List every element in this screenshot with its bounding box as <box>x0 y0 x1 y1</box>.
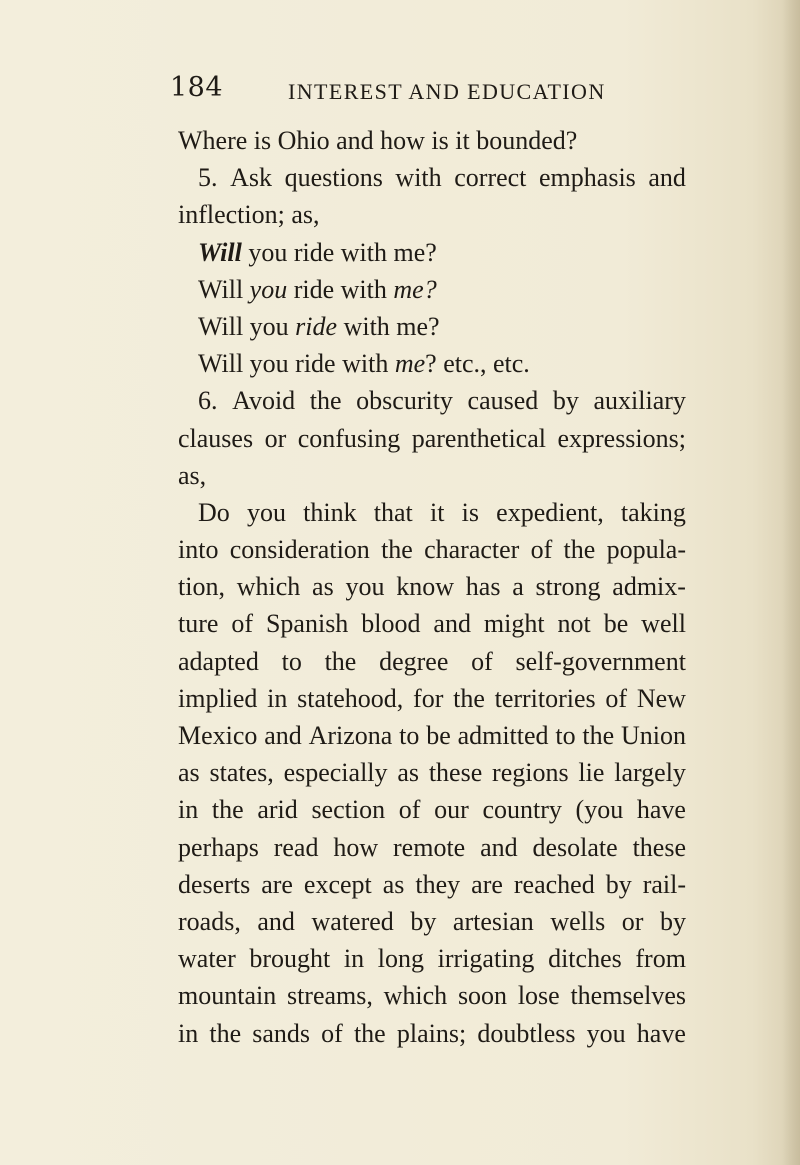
text-line: roads, and watered by artesian wells or by <box>178 906 686 936</box>
text-line: Where is Ohio and how is it bounded? <box>178 126 578 155</box>
text-line: in the arid section of our country (you have <box>178 795 686 825</box>
text-line: mountain streams, which soon lose themselves <box>178 981 686 1011</box>
text-line: Will you ride with me? <box>198 274 437 304</box>
text-line: Will you ride with me? <box>198 237 437 267</box>
text-line: in the sands of the plains; doubtless you have <box>178 1018 686 1048</box>
text-line: inflection; as, <box>178 200 320 230</box>
text-line: as, <box>178 460 207 490</box>
text-line: Will you ride with me? etc., etc. <box>198 349 530 379</box>
page-header <box>170 72 690 108</box>
text-line: perhaps read how remote and desolate these <box>178 832 686 862</box>
text-line: 5. Ask questions with correct emphasis and <box>198 163 686 193</box>
text-line: ture of Spanish blood and might not be well <box>178 609 686 639</box>
text-line: into consideration the character of the popula- <box>178 535 686 565</box>
page-edge-shadow <box>782 0 800 1165</box>
text-line: water brought in long irrigating ditches from <box>178 944 686 974</box>
text-line: deserts are except as they are reached by rail- <box>178 869 686 899</box>
text-line: adapted to the degree of self-government <box>178 646 686 676</box>
text-line: tion, which as you know has a strong admix- <box>178 572 686 602</box>
text-line: as states, especially as these regions lie largely <box>178 758 686 788</box>
page-number: 184 <box>170 72 224 103</box>
body-text <box>178 122 686 1052</box>
text-line: implied in statehood, for the territories of New <box>178 683 686 713</box>
text-line: Do you think that it is expedient, taking <box>198 497 686 527</box>
text-line: Mexico and Arizona to be admitted to the Union <box>178 721 686 750</box>
text-line: Will you ride with me? <box>198 311 440 341</box>
text-line: clauses or confusing parenthetical expressions; <box>178 423 686 453</box>
running-title: INTEREST AND EDUCATION <box>288 79 606 104</box>
text-line: 6. Avoid the obscurity caused by auxiliary <box>198 386 686 416</box>
